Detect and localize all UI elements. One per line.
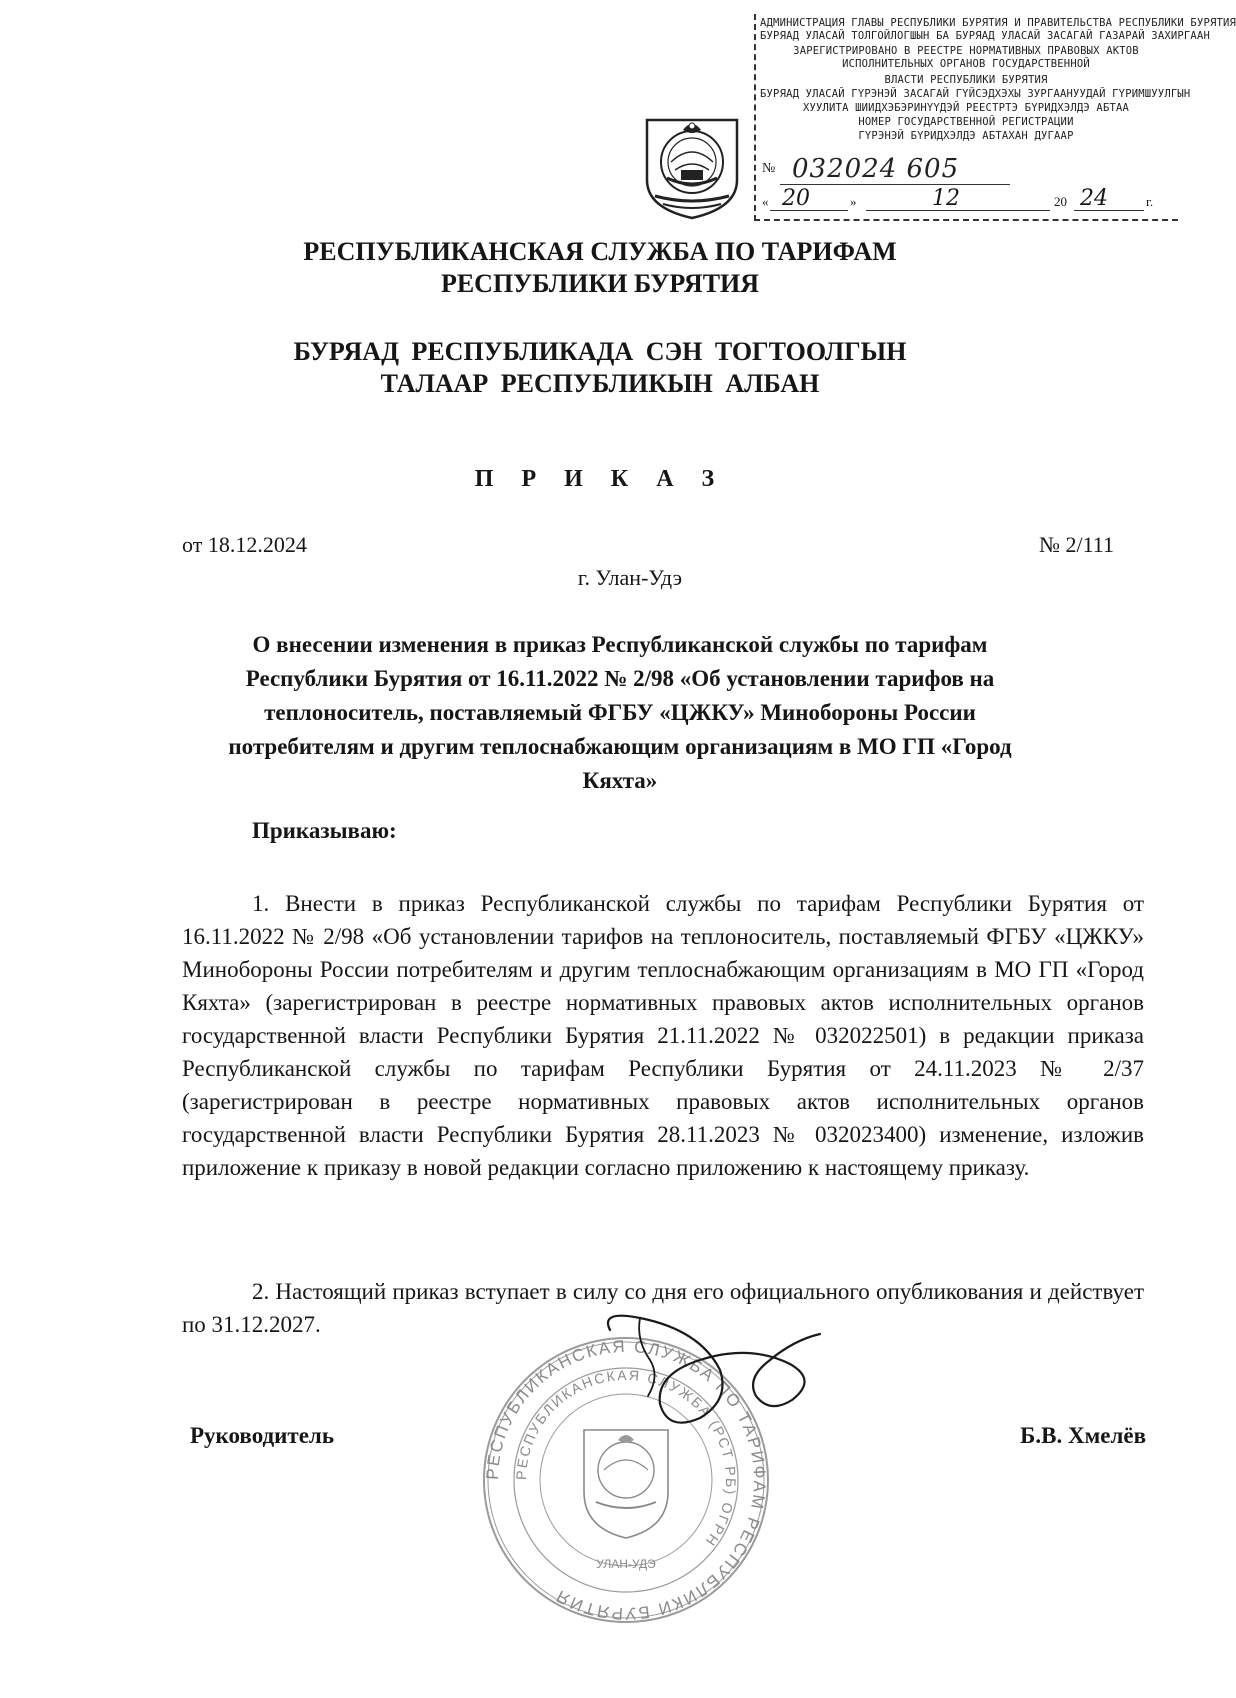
stamp-month: 12 xyxy=(932,186,960,211)
stamp-line: НОМЕР ГОСУДАРСТВЕННОЙ РЕГИСТРАЦИИ xyxy=(858,116,1074,128)
stamp-line: БУРЯАД УЛАСАЙ ГҮРЭНЭЙ ЗАСАГАЙ ГҮЙСЭДХЭХЫ ЗУРГААНУУДАЙ ГҮРИМШУУЛГЫН xyxy=(760,88,1191,100)
stamp-line: ИСПОЛНИТЕЛЬНЫХ ОРГАНОВ ГОСУДАРСТВЕННОЙ xyxy=(842,58,1090,70)
document-title: О внесении изменения в приказ Республиканской службы по тарифам Республики Бурятия от 16.11.2022 № 2/98 «Об установлении тарифов на теплоноситель, поставляемый ФГБУ «ЦЖКУ» Минобороны России потребителям и другим теплоснабжающим организациям в МО ГП «Город Кяхта» xyxy=(228,632,1012,793)
stamp-day: 20 xyxy=(782,186,810,211)
stamp-line: ЗАРЕГИСТРИРОВАНО В РЕЕСТРЕ НОРМАТИВНЫХ ПРАВОВЫХ АКТОВ xyxy=(793,45,1139,57)
document-number: № 2/111 xyxy=(1039,532,1114,557)
stamp-line: АДМИНИСТРАЦИЯ ГЛАВЫ РЕСПУБЛИКИ БУРЯТИЯ И ПРАВИТЕЛЬСТВА РЕСПУБЛИКИ БУРЯТИЯ xyxy=(760,17,1236,29)
stamp-year-suffix: г. xyxy=(1146,194,1154,209)
stamp-number-prefix: № xyxy=(762,161,776,176)
stamp-registration-number: 032024 605 xyxy=(792,154,960,184)
document-date: от 18.12.2024 xyxy=(182,532,307,557)
document-type: П Р И К А З xyxy=(474,466,726,492)
stamp-year: 24 xyxy=(1080,186,1108,211)
organization-title-ru: РЕСПУБЛИКАНСКАЯ СЛУЖБА ПО ТАРИФАМ РЕСПУБЛИКИ БУРЯТИЯ xyxy=(303,237,897,298)
handwritten-signature xyxy=(580,1300,850,1440)
seal-outer-text: РЕСПУБЛИКАНСКАЯ СЛУЖБА ПО ТАРИФАМ РЕСПУБЛИКИ БУРЯТИЯ xyxy=(482,1336,770,1624)
order-word: Приказываю: xyxy=(252,818,397,843)
stamp-year-prefix: 20 xyxy=(1054,194,1067,209)
organization-title-bur: БУРЯАД РЕСПУБЛИКАДА СЭН ТОГТООЛГЫН ТАЛААР РЕСПУБЛИКЫН АЛБАН xyxy=(293,337,907,398)
stamp-line: ХУУЛИТА ШИИДХЭБЭРИНҮҮДЭЙ РЕЕСТРТЭ БҮРИДХЭЛДЭ АБТАА xyxy=(802,102,1130,114)
seal-inner-text: РЕСПУБЛИКАНСКАЯ СЛУЖБА (РСТ РБ) ОГРН xyxy=(512,1366,740,1551)
paragraph-2: 2. Настоящий приказ вступает в силу со дня его официального опубликования и действует по 31.12.2027. xyxy=(182,1279,1144,1337)
signatory-name: Б.В. Хмелёв xyxy=(1020,1423,1146,1448)
seal-city-text: УЛАН-УДЭ xyxy=(596,1557,656,1571)
stamp-line: ВЛАСТИ РЕСПУБЛИКИ БУРЯТИЯ xyxy=(884,74,1048,86)
stamp-line: БУРЯАД УЛАСАЙ ТОЛГОЙЛОГШЫН БА БУРЯАД УЛАСАЙ ЗАСАГАЙ ГАЗАРАЙ ЗАХИРГААН xyxy=(760,30,1210,42)
signatory-role: Руководитель xyxy=(190,1423,334,1448)
stamp-date-row: « 20 » 12 20 24 г. xyxy=(762,186,1154,211)
document-city: г. Улан-Удэ xyxy=(577,565,683,590)
stamp-line: ГҮРЭНЭЙ БҮРИДХЭЛДЭ АБТАХАН ДУГААР xyxy=(858,130,1074,142)
registration-stamp xyxy=(754,14,1236,221)
buryatia-coat-of-arms-icon xyxy=(637,112,747,222)
paragraph-1: 1. Внести в приказ Республиканской службы по тарифам Республики Бурятия от 16.11.2022 № 2/98 «Об установлении тарифов на теплоноситель, поставляемый ФГБУ «ЦЖКУ» Минобороны России потребителям и другим теплоснабжающим организациям в МО ГП «Город Кяхта» (зарегистрирован в реестре нормативных правовых актов исполнительных органов государственной власти Республики Бурятия 21.11.2022 № 032022501) в редакции приказа Республиканской службы по тарифам Республики Бурятия от 24.11.2023 № 2/37 (зарегистрирован в реестре нормативных правовых актов исполнительных органов государственной власти Республики Бурятия 28.11.2023 № 032023400) изменение, изложив приложение к приказу в новой редакции согласно приложению к настоящему приказу. xyxy=(182,891,1144,1180)
